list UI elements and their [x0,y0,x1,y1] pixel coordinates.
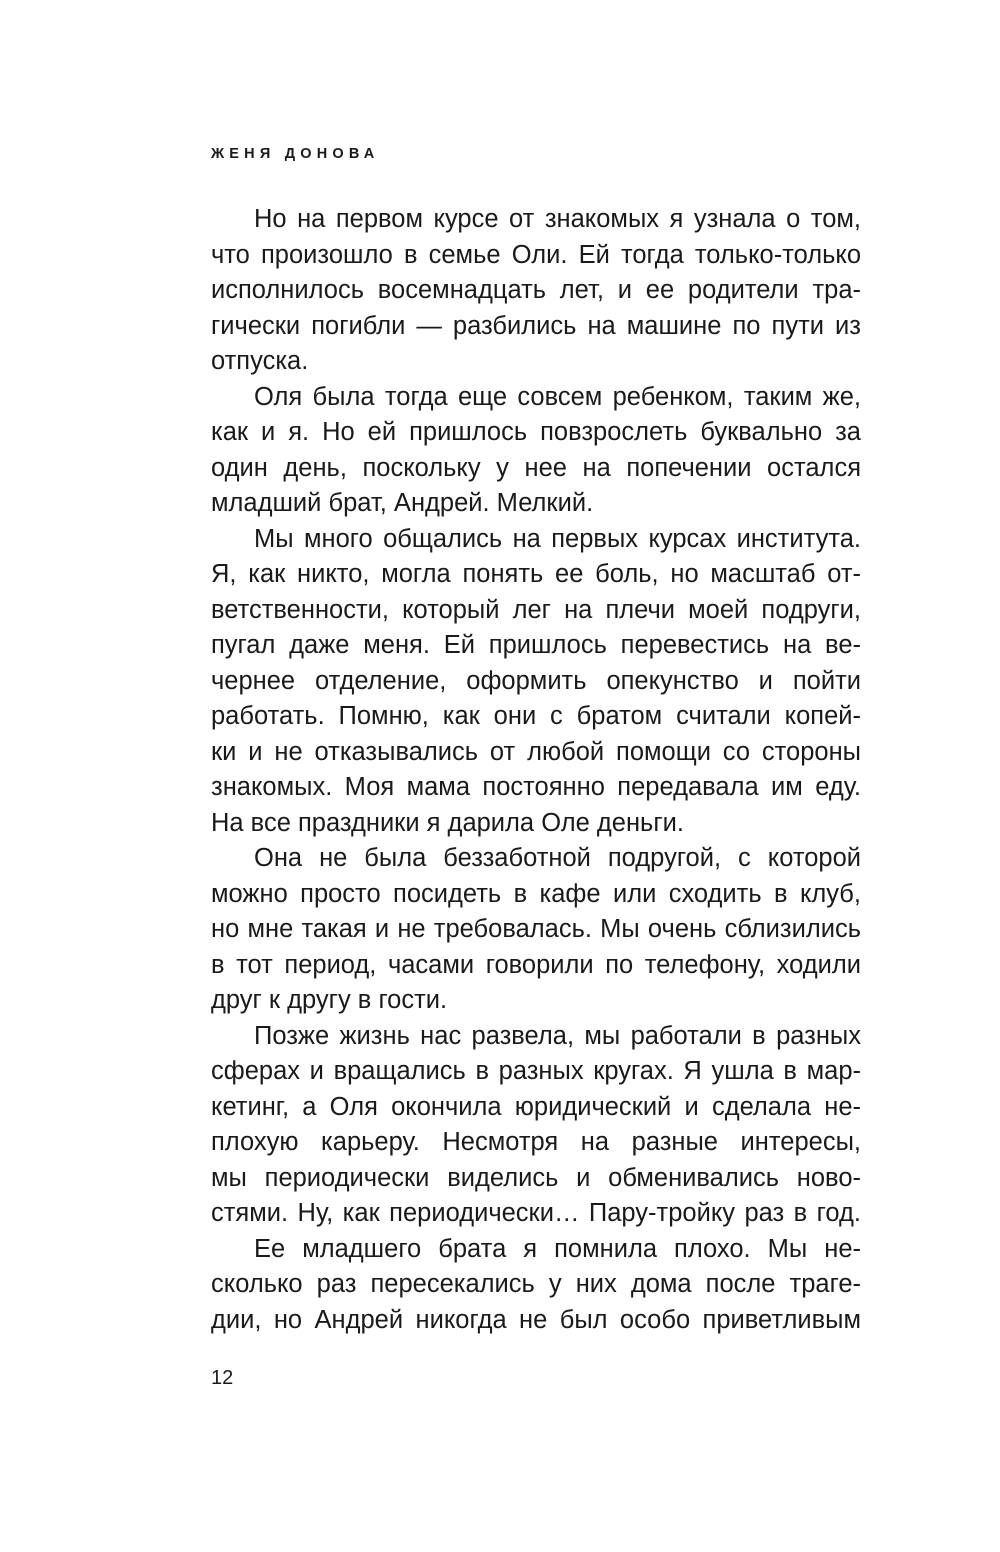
page-number: 12 [211,1367,234,1389]
text-line: друг к другу в гости. [211,986,448,1014]
text-line: кетинг, а Оля окончила юридический и сделала не- [211,1092,861,1121]
running-head-author: ЖЕНЯ ДОНОВА [211,146,380,162]
text-line: пугал даже меня. Ей пришлось перевестись на ве- [211,631,861,659]
text-line: плохую карьеру. Несмотря на разные интересы, [211,1128,861,1156]
text-line: можно просто посидеть в кафе или сходить в клуб, [211,879,861,908]
text-line: знакомых. Моя мама постоянно передавала им еду. [211,773,861,801]
text-line: дии, но Андрей никогда не был особо приветливым [211,1305,861,1334]
text-line: ки и не отказывались от любой помощи со стороны [211,737,861,766]
text-line: ветственности, который лег на плечи моей подруги, [211,595,861,624]
text-line: сферах и вращались в разных кругах. Я ушла в мар- [211,1057,861,1085]
text-line: гически погибли — разбились на машине по пути из [211,311,861,340]
text-line: Мы много общались на первых курсах института. [254,524,861,553]
text-line: Но на первом курсе от знакомых я узнала о том, [254,205,861,233]
text-line: в тот период, часами говорили по телефону, ходили [211,950,861,979]
text-line: чернее отделение, оформить опекунство и пойти [211,666,861,695]
text-line: исполнилось восемнадцать лет, и ее родители тра- [211,276,861,304]
text-line: Она не была беззаботной подругой, с которой [254,844,861,872]
text-line: младший брат, Андрей. Мелкий. [211,489,594,517]
text-line: Оля была тогда еще совсем ребенком, таким же, [254,382,861,411]
text-line: как и я. Но ей пришлось повзрослеть буквально за [211,418,861,446]
text-line: но мне такая и не требовалась. Мы очень сблизились [211,915,861,943]
body-text [211,202,861,1338]
text-line: стями. Ну, как периодически… Пару-тройку раз в год. [211,1199,861,1227]
text-line: работать. Помню, как они с братом считали копей- [211,702,861,730]
text-line: мы периодически виделись и обменивались ново- [211,1163,861,1192]
text-line: На все праздники я дарила Оле деньги. [211,808,684,837]
text-line: отпуска. [211,347,309,375]
text-line: один день, поскольку у нее на попечении остался [211,453,861,482]
text-line: Я, как никто, могла понять ее боль, но масштаб от- [211,560,861,588]
text-line: что произошло в семье Оли. Ей тогда только-только [211,240,861,269]
text-line: Позже жизнь нас развела, мы работали в разных [254,1021,861,1050]
text-line: Ее младшего брата я помнила плохо. Мы не- [254,1234,861,1263]
text-line: сколько раз пересекались у них дома после траге- [211,1270,861,1298]
